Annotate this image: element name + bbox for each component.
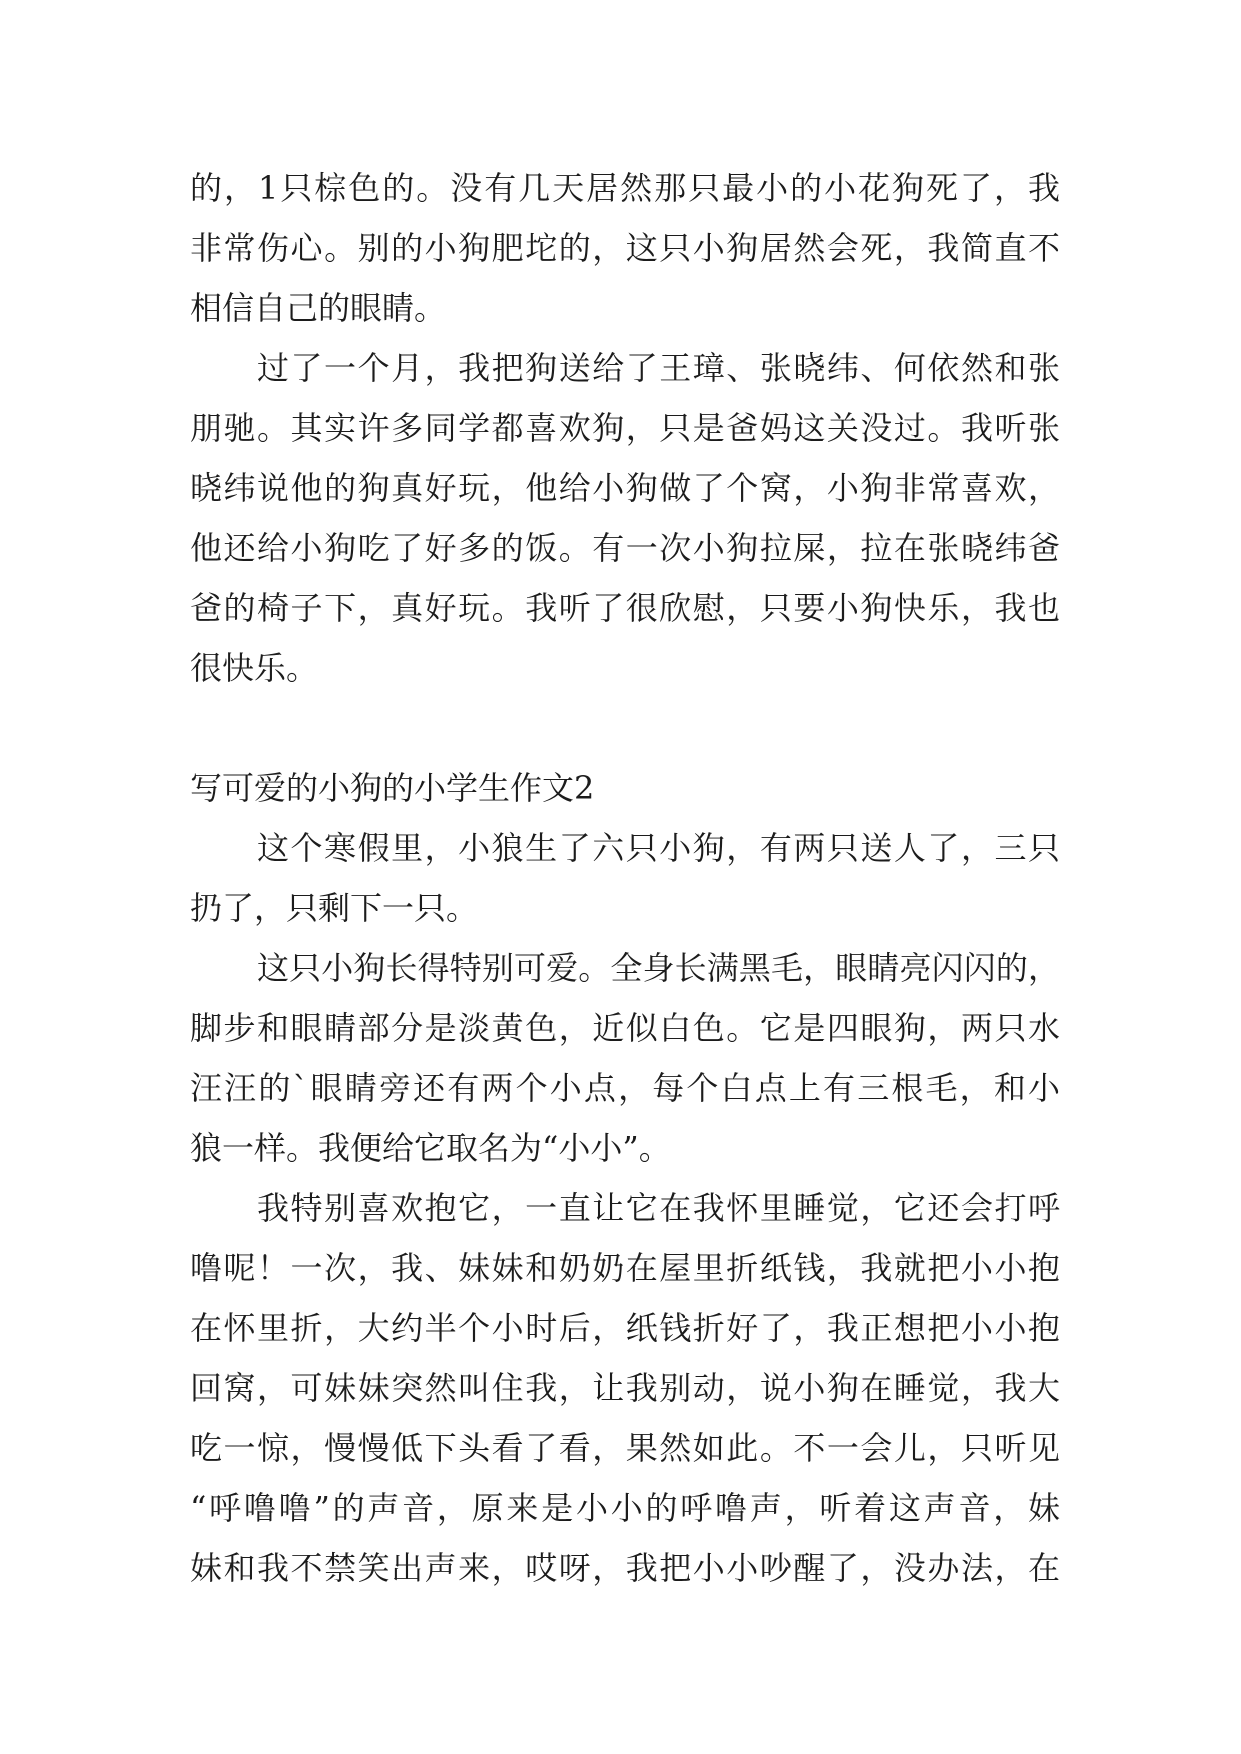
section-heading: 写可爱的小狗的小学生作文2 — [190, 769, 595, 807]
text-line: 汪汪的`眼睛旁还有两个小点，每个白点上有三根毛，和小 — [190, 1069, 1060, 1107]
text-line: 我特别喜欢抱它，一直让它在我怀里睡觉，它还会打呼 — [257, 1189, 1060, 1227]
text-line: 狼一样。我便给它取名为“小小”。 — [190, 1129, 671, 1167]
text-line: 吃一惊，慢慢低下头看了看，果然如此。不一会儿，只听见 — [190, 1429, 1060, 1467]
text-line: 这个寒假里，小狼生了六只小狗，有两只送人了，三只 — [257, 829, 1060, 867]
text-line: “呼噜噜”的声音，原来是小小的呼噜声，听着这声音，妹 — [190, 1489, 1060, 1527]
text-line: 噜呢！一次，我、妹妹和奶奶在屋里折纸钱，我就把小小抱 — [190, 1249, 1060, 1287]
text-line: 相信自己的眼睛。 — [190, 289, 447, 327]
text-line: 爸的椅子下，真好玩。我听了很欣慰，只要小狗快乐，我也 — [190, 589, 1060, 627]
text-line: 这只小狗长得特别可爱。全身长满黑毛，眼睛亮闪闪的， — [257, 949, 1060, 987]
text-line: 他还给小狗吃了好多的饭。有一次小狗拉屎，拉在张晓纬爸 — [190, 529, 1060, 567]
text-line: 在怀里折，大约半个小时后，纸钱折好了，我正想把小小抱 — [190, 1309, 1060, 1347]
text-line: 脚步和眼睛部分是淡黄色，近似白色。它是四眼狗，两只水 — [190, 1009, 1060, 1047]
text-line: 回窝，可妹妹突然叫住我，让我别动，说小狗在睡觉，我大 — [190, 1369, 1060, 1407]
text-line: 非常伤心。别的小狗肥坨的，这只小狗居然会死，我简直不 — [190, 229, 1060, 267]
text-line: 很快乐。 — [190, 649, 319, 687]
text-line: 妹和我不禁笑出声来，哎呀，我把小小吵醒了，没办法，在 — [190, 1549, 1060, 1587]
text-line: 晓纬说他的狗真好玩，他给小狗做了个窝，小狗非常喜欢， — [190, 469, 1060, 507]
text-line: 扔了，只剩下一只。 — [190, 889, 479, 927]
text-line: 朋驰。其实许多同学都喜欢狗，只是爸妈这关没过。我听张 — [190, 409, 1060, 447]
text-line: 的，1只棕色的。没有几天居然那只最小的小花狗死了，我 — [190, 169, 1060, 207]
text-line: 过了一个月，我把狗送给了王璋、张晓纬、何依然和张 — [257, 349, 1060, 387]
